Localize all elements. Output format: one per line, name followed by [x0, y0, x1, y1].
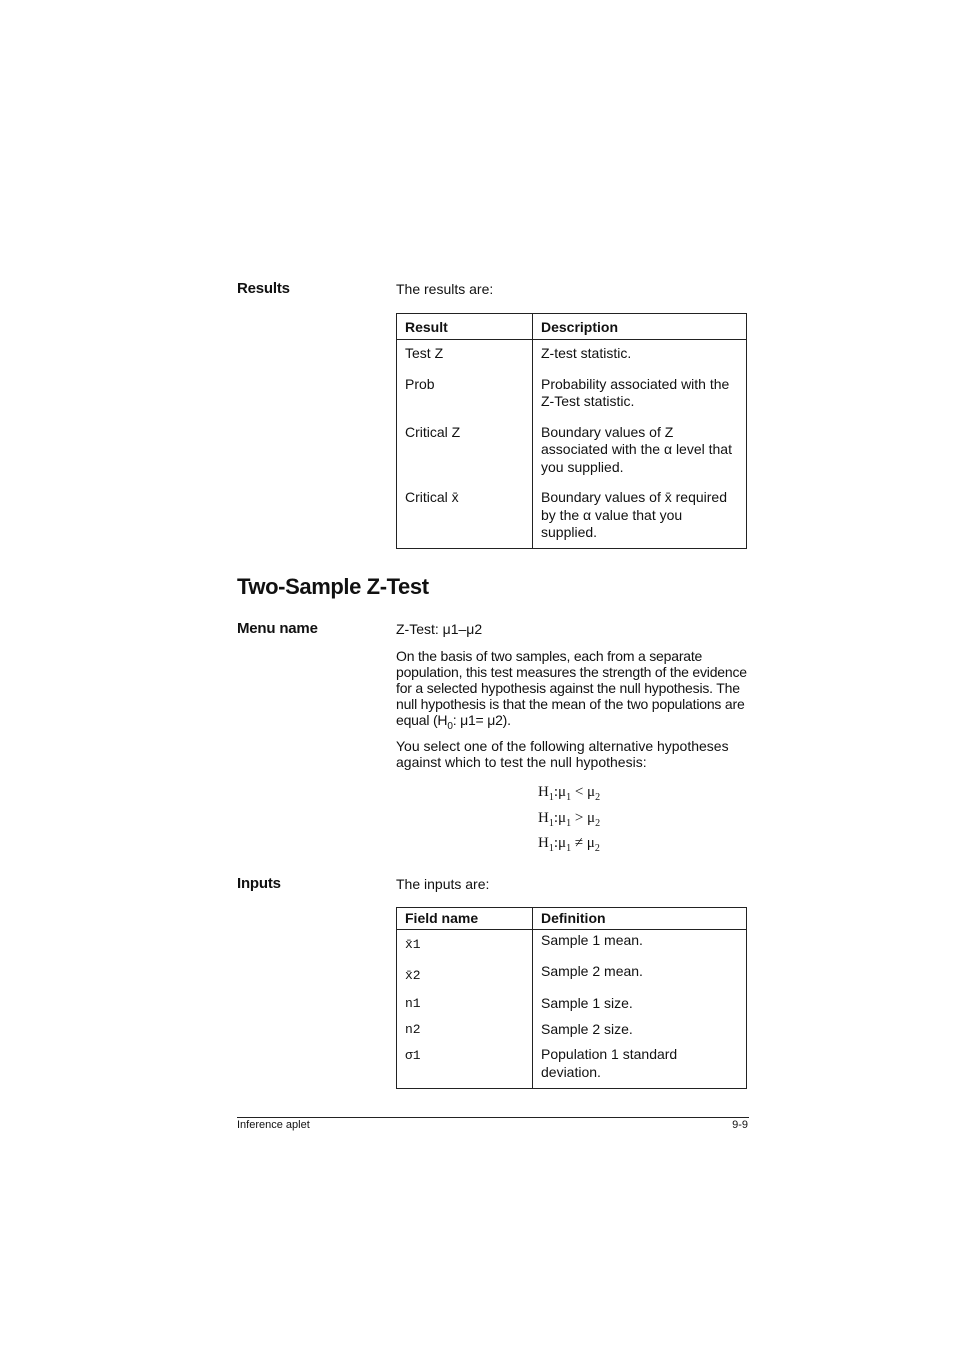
results-table [396, 313, 747, 549]
table-row [397, 954, 747, 985]
description-cell: Boundary values of x̄ required by the α value that you supplied. [533, 476, 747, 548]
menu-name-label: Menu name [237, 620, 318, 637]
description-cell: Z-test statistic. [533, 340, 747, 363]
field-name-cell: n1 [397, 984, 533, 1013]
footer-chapter-title: Inference aplet [237, 1119, 310, 1131]
menu-name-value [396, 621, 748, 637]
table-header-row [397, 314, 747, 340]
inputs-intro: The inputs are: [396, 876, 490, 892]
definition-cell: Sample 1 size. [533, 984, 747, 1013]
definition-cell: Sample 2 size. [533, 1013, 747, 1039]
definition-cell: Population 1 standard deviation. [533, 1038, 747, 1089]
menu-paragraph-2: You select one of the following alternative hypotheses against which to test the null hypothesis: [396, 738, 729, 770]
menu-name-text: Z-Test: μ1–μ2 [396, 621, 483, 637]
table-row [397, 411, 747, 477]
field-name-cell: n2 [397, 1013, 533, 1039]
footer-page-number: 9-9 [732, 1119, 748, 1131]
description-cell: Probability associated with the Z-Test statistic. [533, 363, 747, 411]
table-header-row [397, 908, 747, 930]
result-cell: Critical Z [397, 411, 533, 477]
table-row [397, 1013, 747, 1039]
column-header-result: Result [397, 314, 533, 340]
results-label: Results [237, 280, 290, 297]
inputs-label: Inputs [237, 875, 281, 892]
table-row [397, 363, 747, 411]
menu-paragraph-1 [396, 648, 748, 735]
hypothesis-not-equal: $H_1:\mu_1 \ne \mu_2$ [538, 835, 600, 854]
field-name-cell: x̄1 [397, 930, 533, 954]
table-row [397, 476, 747, 548]
result-cell: Test Z [397, 340, 533, 363]
description-cell: Boundary values of Z associated with the α level that you supplied. [533, 411, 747, 477]
paragraph-text: On the basis of two samples, each from a separate population, this test measures the strength of the evidence for a selected hypothesis against the null hypothesis. The null hypothesis is that the mean of the two populations are equal (H [396, 648, 747, 728]
field-name-cell: x̄2 [397, 954, 533, 985]
section-title: Two-Sample Z-Test [237, 574, 429, 599]
inputs-table [396, 907, 747, 1089]
table-row [397, 1038, 747, 1089]
subscript: 0 [447, 720, 453, 732]
field-name-cell: σ1 [397, 1038, 533, 1089]
paragraph-text-end: : μ1= μ2). [452, 712, 511, 728]
table-row [397, 984, 747, 1013]
table-row [397, 930, 747, 954]
definition-cell: Sample 1 mean. [533, 930, 747, 954]
column-header-definition: Definition [533, 908, 747, 930]
definition-cell: Sample 2 mean. [533, 954, 747, 985]
hypothesis-greater-than: $H_1:\mu_1 > \mu_2$ [538, 810, 601, 829]
hypothesis-less-than: $H_1:\mu_1 < \mu_2$ [538, 784, 601, 803]
column-header-field-name: Field name [397, 908, 533, 930]
footer-rule [237, 1117, 749, 1118]
result-cell: Critical x̄ [397, 476, 533, 548]
result-cell: Prob [397, 363, 533, 411]
column-header-description: Description [533, 314, 747, 340]
results-intro: The results are: [396, 281, 494, 297]
table-row [397, 340, 747, 363]
